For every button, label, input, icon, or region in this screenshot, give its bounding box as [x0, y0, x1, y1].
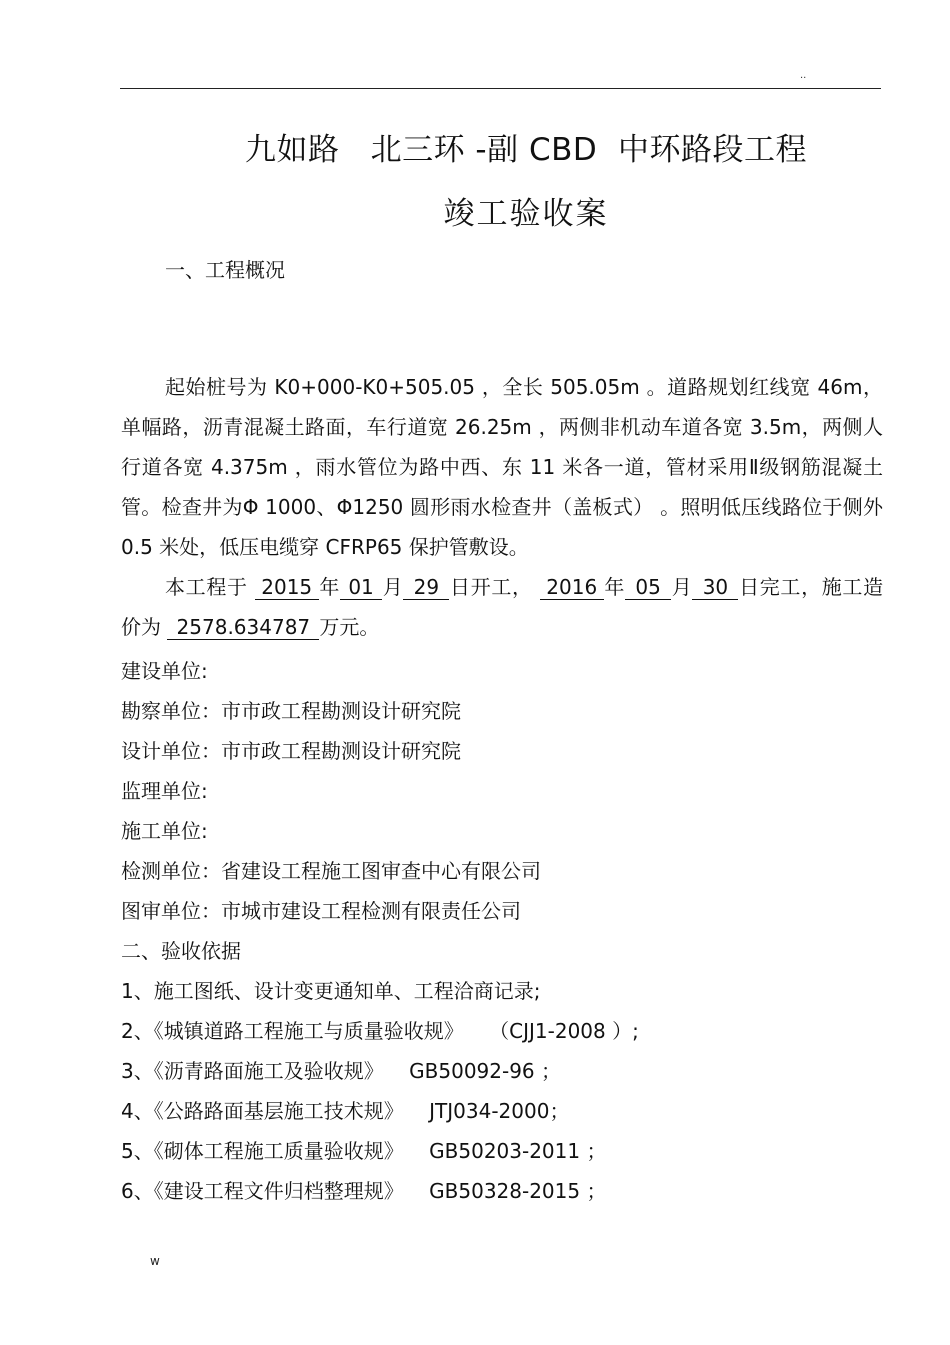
month-label: 月	[382, 575, 404, 599]
month-label: 月	[671, 575, 693, 599]
end-year: 2016	[540, 575, 604, 600]
unit-contractor: 施工单位:	[121, 819, 208, 843]
year-label: 年	[603, 575, 626, 599]
document-title: 九如路 北三环 -副 CBD 中环路段工程	[245, 132, 807, 168]
schedule-paragraph	[121, 567, 883, 647]
basis-item: 4、《公路路面基层施工技术规》 JTJ034-2000；	[121, 1099, 570, 1123]
cost-suffix: 万元。	[319, 615, 380, 639]
section-1-heading: 一、工程概况	[165, 258, 285, 282]
header-rule	[120, 88, 881, 89]
basis-item: 5、《砌体工程施工质量验收规》 GB50203-2011 ；	[121, 1139, 607, 1163]
footer-mark: w	[150, 1254, 160, 1268]
start-suffix: 日开工，	[449, 575, 533, 599]
document-subtitle: 竣工验收案	[443, 196, 609, 232]
basis-item: 3、《沥青路面施工及验收规》 GB50092-96 ；	[121, 1059, 562, 1083]
unit-construction: 建设单位:	[121, 659, 208, 683]
start-month: 01	[340, 575, 382, 600]
header-mark: ..	[800, 70, 807, 81]
basis-item: 6、《建设工程文件归档整理规》 GB50328-2015 ；	[121, 1179, 607, 1203]
end-day: 30	[692, 575, 738, 600]
construction-cost: 2578.634787	[167, 615, 319, 640]
overview-paragraph: 起始桩号为 K0+000-K0+505.05 ，全长 505.05m 。道路规划红线宽 46m，单幅路，沥青混凝土路面，车行道宽 26.25m ，两侧非机动车道各宽 3.5m，两侧人行道各宽 4.375m ，雨水管位为路中西、东 11 米各一道，管材采用Ⅱ级钢筋混凝土管。检查井为Φ 1000、Φ1250 圆形雨水检查井（盖板式） 。照明低压线路位于侧外 0.5 米处，低压电缆穿 CFRP65 保护管敷设。	[121, 375, 883, 559]
schedule-prefix: 本工程于	[165, 575, 248, 599]
year-label: 年	[318, 575, 341, 599]
unit-survey: 勘察单位：市市政工程勘测设计研究院	[121, 699, 461, 723]
start-day: 29	[403, 575, 449, 600]
project-overview	[121, 367, 883, 647]
unit-design: 设计单位：市市政工程勘测设计研究院	[121, 739, 461, 763]
section-2-heading: 二、验收依据	[121, 939, 241, 963]
end-suffix: 日完工，施工造价为	[121, 575, 884, 639]
unit-testing: 检测单位：省建设工程施工图审查中心有限公司	[121, 859, 541, 883]
unit-drawing-review: 图审单位：市城市建设工程检测有限责任公司	[121, 899, 521, 923]
basis-item: 2、《城镇道路工程施工与质量验收规》 （CJJ1-2008 ）;	[121, 1019, 639, 1043]
start-year: 2015	[255, 575, 319, 600]
basis-item: 1、施工图纸、设计变更通知单、工程洽商记录;	[121, 979, 541, 1003]
end-month: 05	[625, 575, 671, 600]
unit-supervision: 监理单位:	[121, 779, 208, 803]
